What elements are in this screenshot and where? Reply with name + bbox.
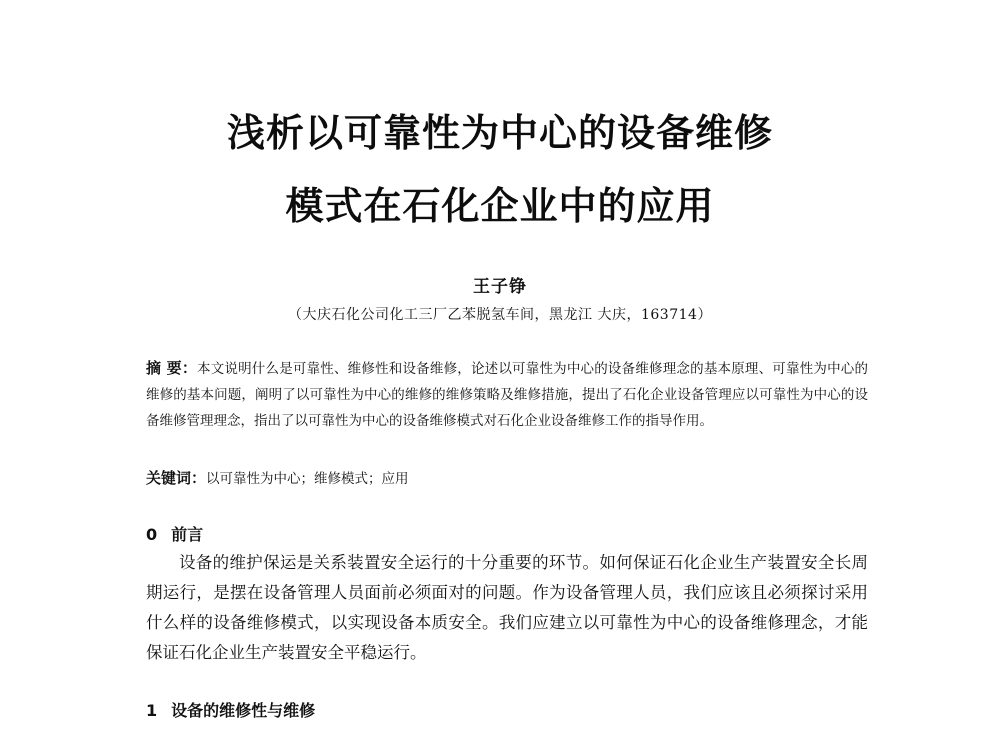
section-number: 1 (146, 701, 158, 720)
paper-title-line-2: 模式在石化企业中的应用 (285, 184, 715, 228)
section-heading-0 (146, 522, 203, 545)
abstract-block (146, 355, 868, 434)
section-number: 0 (146, 525, 158, 544)
section-heading-1 (146, 698, 315, 721)
abstract-label: 摘 要： (146, 359, 198, 377)
abstract-text: 本文说明什么是可靠性、维修性和设备维修，论述以可靠性为中心的设备维修理念的基本原理、可靠性为中心的维修的基本问题，阐明了以可靠性为中心的维修的维修策略及维修措施，提出了石化企业设备管理应以可靠性为中心的设备维修管理理念，指出了以可靠性为中心的设备维修模式对石化企业设备维修工作的指导作用。 (146, 361, 868, 429)
keywords-block (146, 466, 868, 491)
paper-title-line-1: 浅析以可靠性为中心的设备维修 (226, 111, 773, 155)
section-title: 前言 (171, 525, 204, 544)
author-name: 王子铮 (473, 277, 527, 297)
section-title: 设备的维修性与维修 (171, 701, 316, 720)
keywords-label: 关键词： (146, 469, 207, 487)
keywords-text: 以可靠性为中心；维修模式；应用 (206, 471, 409, 487)
section-0-paragraph: 设备的维护保运是关系装置安全运行的十分重要的环节。如何保证石化企业生产装置安全长周期运行，是摆在设备管理人员面前必须面对的问题。作为设备管理人员，我们应该且必须探讨采用什么样的设备维修模式，以实现设备本质安全。我们应建立以可靠性为中心的设备维修理念，才能保证石化企业生产装置安全平稳运行。 (146, 553, 868, 662)
author-affiliation: （大庆石化公司化工三厂乙苯脱氢车间，黑龙江 大庆，163714） (288, 307, 712, 323)
